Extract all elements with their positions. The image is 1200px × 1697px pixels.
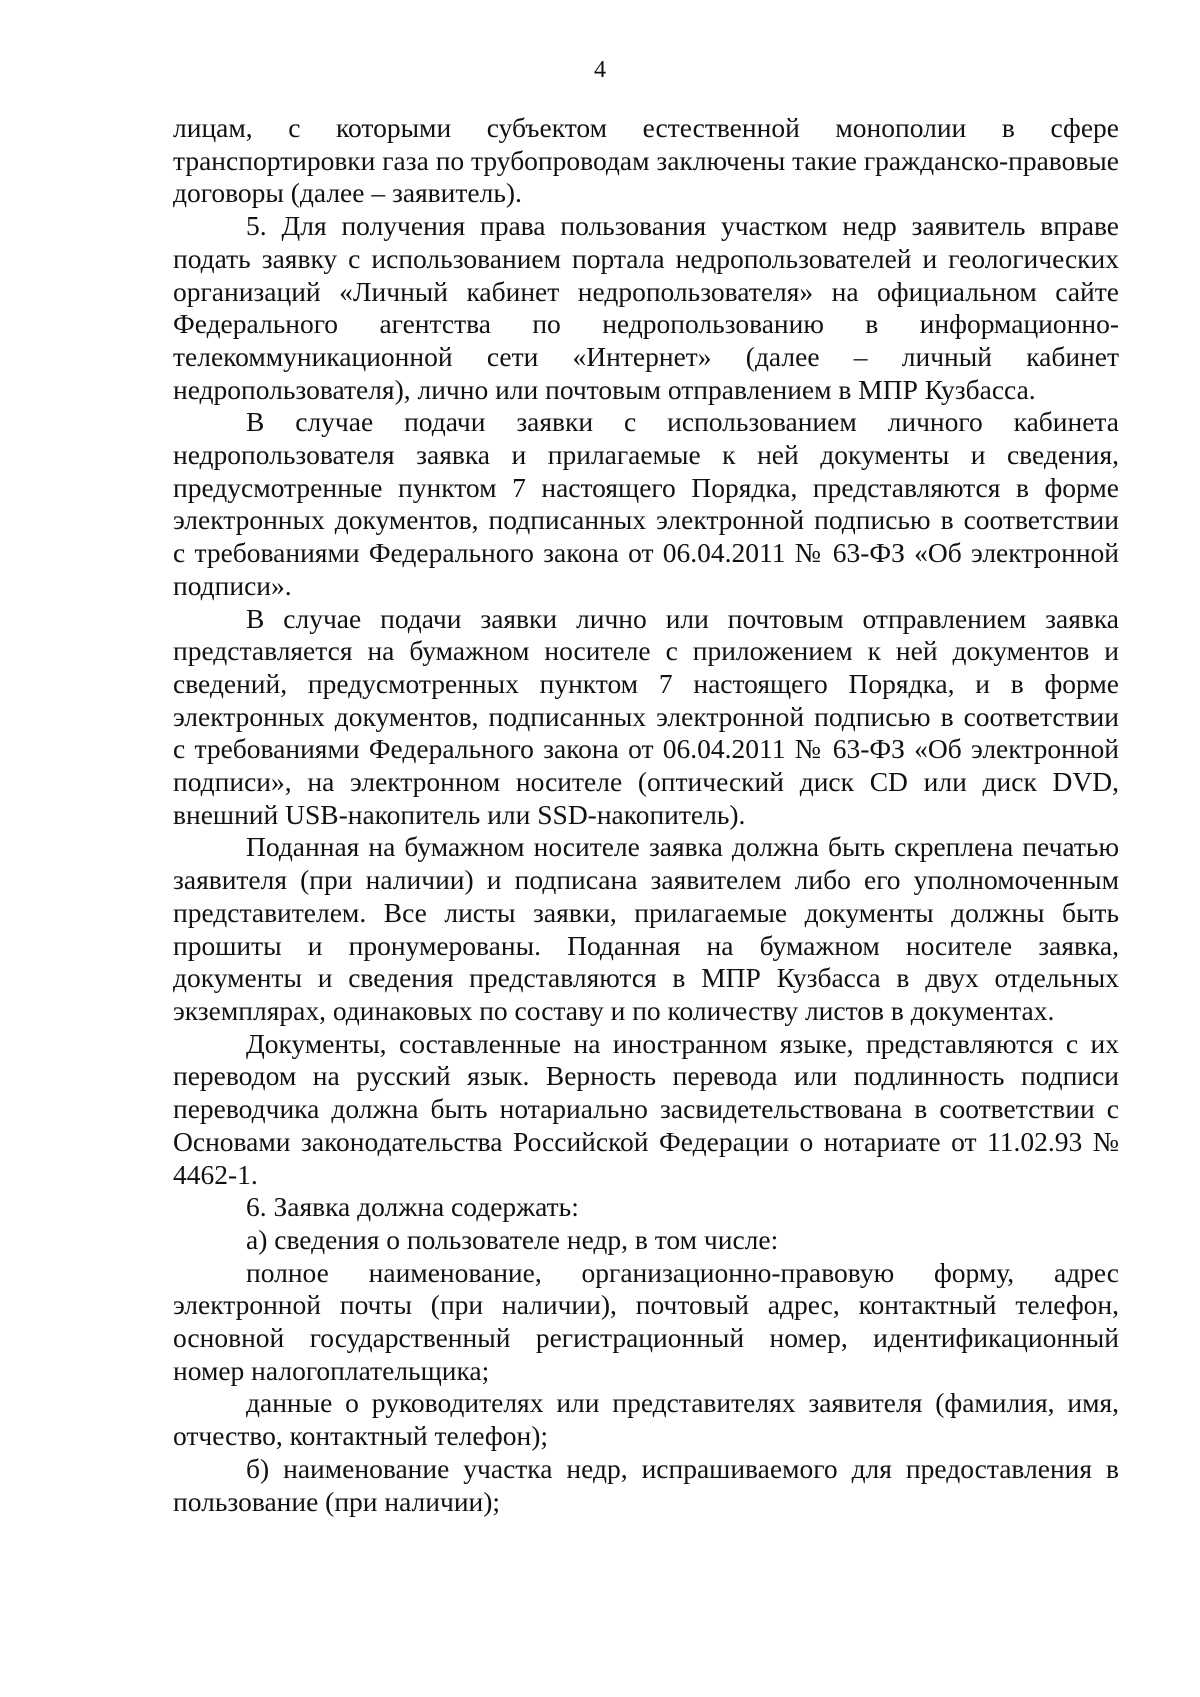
paragraph-foreign-documents: Документы, составленные на иностранном языке, представляются с их переводом на русский язык. Верность перевода или подлинность подписи переводчика должна быть нотариально засвидетельствована в соответствии с Основами законодательства Российской Федерации о нотариате от 11.02.93 № 4462-1. (173, 1027, 1119, 1190)
paragraph-item-b: б) наименование участка недр, испрашиваемого для предоставления в пользование (при наличии); (173, 1452, 1119, 1517)
paragraph-item-a-details: полное наименование, организационно-правовую форму, адрес электронной почты (при наличии), почтовый адрес, контактный телефон, основной государственный регистрационный номер, идентификационный номер налогоплательщика; (173, 1256, 1119, 1386)
paragraph-item-a-representatives: данные о руководителях или представителях заявителя (фамилия, имя, отчество, контактный телефон); (173, 1387, 1119, 1452)
page-number: 4 (594, 57, 606, 83)
paragraph-applicant-definition: лицам, с которыми субъектом естественной монополии в сфере транспортировки газа по трубопроводам заключены такие гражданско-правовые договоры (далее – заявитель). (173, 112, 1119, 209)
paragraph-electronic-submission: В случае подачи заявки с использованием личного кабинета недропользователя заявка и прилагаемые к ней документы и сведения, предусмотренные пунктом 7 настоящего Порядка, представляются в форме электронных документов, подписанных электронной подписью в соответствии с требованиями Федерального закона от 06.04.2011 № 63-ФЗ «Об электронной подписи». (173, 406, 1119, 601)
paragraph-item-a: а) сведения о пользователе недр, в том числе: (246, 1223, 779, 1255)
document-body (173, 112, 1119, 1518)
paragraph-6-application-contents: 6. Заявка должна содержать: (246, 1191, 579, 1223)
paragraph-paper-submission: В случае подачи заявки лично или почтовым отправлением заявка представляется на бумажном носителе с приложением к ней документов и сведений, предусмотренных пунктом 7 настоящего Порядка, и в форме электронных документов, подписанных электронной подписью в соответствии с требованиями Федерального закона от 06.04.2011 № 63-ФЗ «Об электронной подписи», на электронном носителе (оптический диск CD или диск DVD, внешний USB-накопитель или SSD-накопитель). (173, 602, 1119, 830)
paragraph-paper-requirements: Поданная на бумажном носителе заявка должна быть скреплена печатью заявителя (при наличии) и подписана заявителем либо его уполномоченным представителем. Все листы заявки, прилагаемые документы должны быть прошиты и пронумерованы. Поданная на бумажном носителе заявка, документы и сведения представляются в МПР Кузбасса в двух отдельных экземплярах, одинаковых по составу и по количеству листов в документах. (173, 831, 1119, 1026)
paragraph-5-application-methods: 5. Для получения права пользования участком недр заявитель вправе подать заявку с использованием портала недропользователей и геологических организаций «Личный кабинет недропользователя» на официальном сайте Федерального агентства по недропользованию в информационно-телекоммуникационной сети «Интернет» (далее – личный кабинет недропользователя), лично или почтовым отправлением в МПР Кузбасса. (173, 210, 1119, 405)
